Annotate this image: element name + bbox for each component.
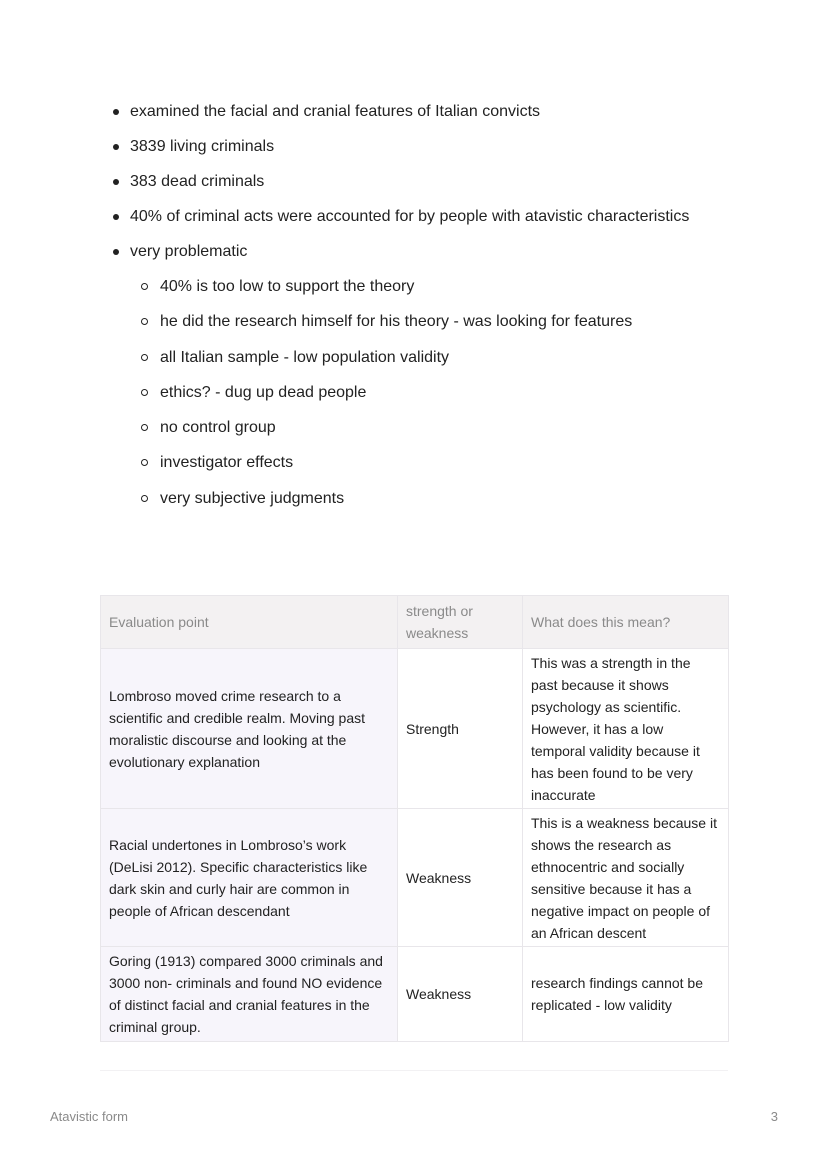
bullet-list [0, 94, 828, 269]
sub-bullet-text: 40% is too low to support the theory [160, 278, 415, 295]
bullet-dot-icon [113, 109, 119, 115]
header-what-does-this-mean: What does this mean? [523, 596, 729, 649]
evaluation-point-cell: Racial undertones in Lombroso’s work (DeLisi 2012). Specific characteristics like dark skin and curly hair are common in people of African descendant [101, 809, 398, 947]
bullet-text: very problematic [130, 243, 248, 260]
bullet-item [0, 94, 828, 129]
sub-bullet-list [0, 269, 828, 516]
sub-bullet-text: ethics? - dug up dead people [160, 383, 367, 401]
bullet-item [0, 234, 828, 269]
bullet-circle-icon [141, 283, 148, 290]
bullet-list-section [0, 94, 828, 516]
sub-bullet-item [0, 304, 828, 339]
bullet-circle-icon [141, 354, 148, 361]
bullet-circle-icon [141, 318, 148, 325]
bullet-dot-icon [113, 179, 119, 185]
bullet-text: 383 dead criminals [130, 173, 265, 190]
table-header-row [101, 596, 729, 649]
bullet-text: examined the facial and cranial features of Italian convicts [130, 103, 541, 120]
bullet-dot-icon [113, 144, 119, 150]
header-strength-or-weakness: strength or weakness [398, 596, 523, 649]
sub-bullet-item [0, 445, 828, 480]
sub-bullet-item [0, 269, 828, 304]
sub-bullet-item [0, 340, 828, 375]
bullet-item [0, 164, 828, 199]
divider [100, 1070, 728, 1071]
page-number: 3 [770, 1109, 778, 1124]
sub-bullet-text: all Italian sample - low population validity [160, 348, 450, 366]
table-row [101, 649, 729, 809]
footer-title: Atavistic form [50, 1109, 129, 1124]
sub-bullet-item [0, 481, 828, 516]
bullet-item [0, 129, 828, 164]
evaluation-table [100, 595, 729, 1042]
sub-bullet-item [0, 410, 828, 445]
sub-bullet-text: investigator effects [160, 454, 294, 472]
meaning-cell: This is a weakness because it shows the research as ethnocentric and socially sensitive because it has a negative impact on people of an African descent [523, 809, 729, 947]
meaning-cell: This was a strength in the past because it shows psychology as scientific. However, it has a low temporal validity because it has been found to be very inaccurate [523, 649, 729, 809]
strength-weakness-cell: Weakness [398, 947, 523, 1042]
meaning-cell: research findings cannot be replicated - low validity [523, 947, 729, 1042]
sub-bullet-text: very subjective judgments [160, 489, 345, 507]
table-row [101, 947, 729, 1042]
strength-weakness-cell: Weakness [398, 809, 523, 947]
bullet-circle-icon [141, 424, 148, 431]
bullet-circle-icon [141, 495, 148, 502]
bullet-dot-icon [113, 249, 119, 255]
header-evaluation-point: Evaluation point [101, 596, 398, 649]
bullet-item [0, 199, 828, 234]
sub-bullet-text: he did the research himself for his theory - was looking for features [160, 313, 633, 331]
sub-bullet-text: no control group [160, 419, 276, 437]
evaluation-point-cell: Lombroso moved crime research to a scientific and credible realm. Moving past moralistic discourse and looking at the evolutionary explanation [101, 649, 398, 809]
bullet-circle-icon [141, 459, 148, 466]
strength-weakness-cell: Strength [398, 649, 523, 809]
bullet-text: 40% of criminal acts were accounted for by people with atavistic characteristics [130, 208, 690, 225]
table-row [101, 809, 729, 947]
evaluation-point-cell: Goring (1913) compared 3000 criminals and 3000 non- criminals and found NO evidence of distinct facial and cranial features in the criminal group. [101, 947, 398, 1042]
bullet-dot-icon [113, 214, 119, 220]
bullet-text: 3839 living criminals [130, 138, 275, 155]
sub-bullet-item [0, 375, 828, 410]
bullet-circle-icon [141, 389, 148, 396]
